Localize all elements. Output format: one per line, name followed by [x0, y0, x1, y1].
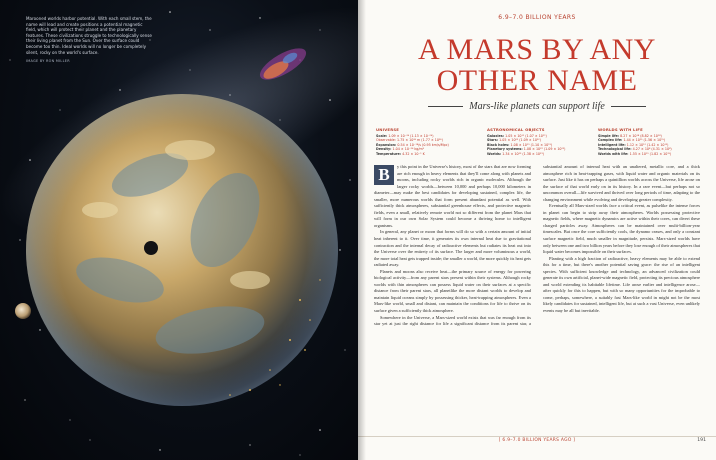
- facts-worlds-with-life: [598, 128, 698, 157]
- fact-row: Observable: 1.75 × 10²⁶ m (1.77 × 10²⁶): [376, 138, 443, 143]
- caption-text: Marooned worlds harbor potential. With each small stem, the name will lead and create positions a potential magnetic field, which will protect their planet and the planetary features. These civilizations struggle to technologically sense their living planet from the Sun. Over the surface could become too thin. Ideal worlds will no longer be completely silent, rocky on the world's surface.: [26, 16, 152, 55]
- fact-row: Simple life: 8.27 × 10¹⁸ (8.82 × 10¹⁸): [598, 133, 662, 138]
- fact-row: Worlds: 1.34 × 10²³ (1.38 × 10²³): [487, 151, 544, 156]
- paragraph: Somewhere in the Universe, a Mars-sized world exists that was far enough from its star yet at just the right distance for life a significant distance from its parent star, a substantial amount of internal heat with an unaltered, metallic core, and a thick atmosphere rich in heat-trapping gases, with liquid water and organic materials on its surface. Just like it has on perhaps a quintillion worlds across the Universe, life arose on the surface of that world early on in its history. In a rare event—but perhaps not so uncommon overall—life survived and thrived over long periods of time, adapting to the changing environment while evolving and developing greater complexity.: [374, 164, 700, 327]
- paragraph: Eventually all Mars-sized worlds face a critical event, as pulselike the intense forces in planet can begin to strip away their atmospheres. Worlds possessing protective magnetic fields, where magnetic dynamics are active within their cores, can divert these charged particles away. Atmospheres can be maintained over multi-billion-year timescales. But once the core sufficiently cools, the dynamo ceases, and only a constant surface magnetic field, much smaller in magnitude, persists. Mars-sized worlds have only between one and two billion years before they lose enough of their atmospheres that liquid water becomes impossible on their surfaces.: [543, 203, 700, 255]
- facts-heading: ASTRONOMICAL OBJECTS: [487, 127, 545, 132]
- title-line-2: OTHER NAME: [436, 64, 638, 97]
- fact-row: Scale: 1.09 × 10⁻²⁶ (1.13 × 10⁻²⁶): [376, 133, 434, 138]
- text-page: [358, 0, 716, 460]
- facts-universe: [376, 128, 476, 157]
- chapter-title: [358, 34, 716, 96]
- facts-panel: [376, 128, 698, 157]
- paragraph: B y this point in the Universe's history, most of the stars that are now forming are rich enough in heavy elements that they'll come along with planets and moons, including rocky worlds rich in organic molecules. Although the larger rocky worlds—between 10,000 and perhaps 10,000 kilometers in diameter—may make the best candidates for developing sustained, complex life, the smaller, more numerous worlds that form present abundant potential as well. With sufficiently thick atmospheres, substantial greenhouse effects, and protective magnetic fields, even a small, relatively remote world not so different from the planet Mars that will form in our own Solar System could become a thriving home to intelligent organisms.: [374, 164, 531, 228]
- subtitle-rule-left: [428, 106, 463, 107]
- facts-astronomical-objects: [487, 128, 587, 157]
- paragraph: Planting with a high fraction of radioactive, heavy elements may be able to extend this for a time, but there's another potential saving grace: the rise of an intelligent species. With sufficient knowledge and technology, an advanced civilization could generate its own artificial, planet-wide magnetic field, protecting its precious atmosphere and world extending its habitable lifetime. Life arose earlier and intelligence arose—after quickly for this to happen, but with so many opportunities for the improbable to come, perhaps, somewhere, a suitably fast Mars-like world in might not be the most likely candidates for sustained, intelligent life, but at such a vast Universe, even unlikely events may be all but inevitable.: [543, 255, 700, 314]
- fact-row: Galaxies: 1.05 × 10¹¹ (1.07 × 10¹¹): [487, 133, 547, 138]
- fact-row: Technological life: 4.27 × 10⁸ (4.31 × 10⁸): [598, 147, 672, 152]
- facts-heading: WORLDS WITH LIFE: [598, 127, 643, 132]
- fact-row: Worlds with life: 1.55 × 10¹⁹ (1.82 × 10¹⁹): [598, 151, 672, 156]
- era-label: 6.9–7.0 BILLION YEARS: [498, 14, 576, 21]
- article-body: [374, 164, 700, 426]
- fact-row: Expansion: 0.54 × 10⁻¹⁸/s (0.95 km/s/Mpc): [376, 142, 449, 147]
- running-footer: [ 6.9–7.0 BILLION YEARS AGO ]: [498, 438, 576, 443]
- footer-rule: [358, 436, 716, 437]
- fact-row: Complex life: 1.44 × 10¹⁵ (1.56 × 10¹⁵): [598, 138, 666, 143]
- title-line-1: A MARS BY ANY: [418, 33, 656, 66]
- subtitle: Mars-like planets can support life: [469, 100, 605, 112]
- facts-heading: UNIVERSE: [376, 127, 400, 132]
- image-caption: [26, 16, 152, 65]
- image-credit: IMAGE BY RON MILLER: [26, 59, 70, 64]
- moon: [15, 303, 31, 319]
- fact-row: Density: 1.04 × 10⁻²⁶ kg/m³: [376, 147, 425, 152]
- fact-row: Black holes: 1.08 × 10¹⁹ (1.10 × 10¹⁹): [487, 142, 553, 147]
- book-gutter: [358, 0, 366, 460]
- moon-shadow: [144, 241, 158, 255]
- fact-row: Temperature: 4.32 × 10⁻¹ K: [376, 151, 425, 156]
- drop-cap: B: [374, 165, 394, 185]
- subtitle-rule-right: [611, 106, 646, 107]
- paragraph: In general, any planet or moon that forms will do so with a certain amount of initial heat inherent to it. Over time, it generates its own internal heat due to gravitational contraction and the internal decay of radioactive elements but radiates its heat out into the Universe over the entirety of its surface. The larger and more voluminous a world, the more total heat gets trapped inside; the smaller a world, the more quickly its heat gets radiated away.: [374, 229, 531, 268]
- fact-row: Planetary systems: 1.08 × 10²² (1.09 × 10²²): [487, 147, 566, 152]
- paragraph: Planets and moons also receive heat—the primary source of energy for powering biological activity—from any parent stars present within their systems. Although rocky worlds with thin atmospheres can possess liquid water on their surfaces at a specific distance from their parent stars, all planetlike the more distant worlds to develop and maintain liquid oceans simply by possessing thicker, heat-trapping atmospheres. Even a Mars-like world, small and distant, can maintain the conditions for life to thrive on its surface given a sufficiently thick atmosphere.: [374, 268, 531, 314]
- page-number: 191: [697, 438, 706, 443]
- fact-row: Stars: 1.05 × 10²² (1.09 × 10²²): [487, 138, 541, 143]
- subtitle-row: [428, 100, 646, 112]
- mars-like-planet: [26, 94, 338, 406]
- fact-row: Intelligent life: 1.12 × 10¹² (1.42 × 10¹²): [598, 142, 669, 147]
